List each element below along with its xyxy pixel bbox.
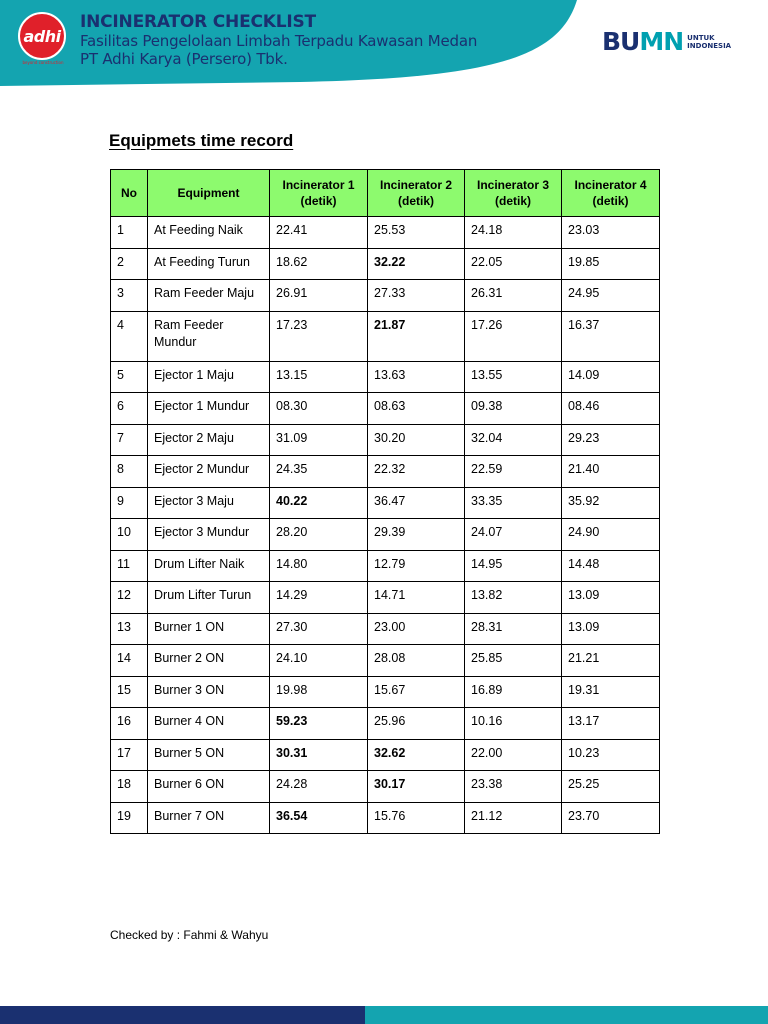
row-number-cell: 11 — [111, 550, 148, 582]
checked-by: Checked by : Fahmi & Wahyu — [110, 928, 269, 942]
time-value-cell: 08.30 — [270, 393, 368, 425]
time-value-cell: 31.09 — [270, 424, 368, 456]
equipment-name-cell: At Feeding Naik — [148, 217, 270, 249]
section-title: Equipmets time record — [109, 131, 294, 150]
time-value-cell: 28.20 — [270, 519, 368, 551]
time-value-cell: 24.95 — [562, 280, 660, 312]
equipment-name-cell: Ejector 1 Mundur — [148, 393, 270, 425]
time-value-cell: 19.85 — [562, 248, 660, 280]
time-value-cell: 28.31 — [465, 613, 562, 645]
table-row — [111, 519, 660, 551]
column-header — [465, 170, 562, 217]
time-value-cell: 25.96 — [368, 708, 465, 740]
time-value-cell: 30.31 — [270, 739, 368, 771]
table-row — [111, 393, 660, 425]
row-number-cell: 18 — [111, 771, 148, 803]
time-value-cell: 29.39 — [368, 519, 465, 551]
time-value-cell: 19.31 — [562, 676, 660, 708]
row-number-cell: 6 — [111, 393, 148, 425]
bumn-tag-line1: UNTUK — [687, 33, 715, 42]
equipment-name-cell: Ejector 1 Maju — [148, 361, 270, 393]
table-row — [111, 217, 660, 249]
time-value-cell: 22.59 — [465, 456, 562, 488]
column-header-text: No — [121, 186, 137, 200]
time-value-cell: 21.21 — [562, 645, 660, 677]
time-value-cell: 15.76 — [368, 802, 465, 834]
table-header-row — [111, 170, 660, 217]
column-header-text: (detik) — [300, 194, 337, 208]
equipment-name-cell: Ram Feeder Mundur — [148, 311, 270, 361]
equipment-name-cell: Burner 3 ON — [148, 676, 270, 708]
time-value-cell: 23.38 — [465, 771, 562, 803]
time-value-cell: 13.55 — [465, 361, 562, 393]
column-header-text: Incinerator 2 — [379, 178, 453, 192]
table-row — [111, 771, 660, 803]
table-row — [111, 708, 660, 740]
table-row — [111, 248, 660, 280]
time-value-cell: 24.28 — [270, 771, 368, 803]
equipment-name-cell: Burner 5 ON — [148, 739, 270, 771]
time-value-cell: 10.23 — [562, 739, 660, 771]
column-header — [111, 170, 148, 217]
row-number-cell: 12 — [111, 582, 148, 614]
table-row — [111, 361, 660, 393]
equipment-name-cell: Ejector 3 Maju — [148, 487, 270, 519]
time-value-cell: 32.22 — [368, 248, 465, 280]
time-value-cell: 24.07 — [465, 519, 562, 551]
row-number-cell: 7 — [111, 424, 148, 456]
time-value-cell: 25.25 — [562, 771, 660, 803]
time-value-cell: 59.23 — [270, 708, 368, 740]
column-header — [270, 170, 368, 217]
time-value-cell: 21.87 — [368, 311, 465, 361]
time-value-cell: 19.98 — [270, 676, 368, 708]
row-number-cell: 17 — [111, 739, 148, 771]
time-value-cell: 36.47 — [368, 487, 465, 519]
time-value-cell: 24.90 — [562, 519, 660, 551]
table-row — [111, 645, 660, 677]
row-number-cell: 9 — [111, 487, 148, 519]
row-number-cell: 4 — [111, 311, 148, 361]
row-number-cell: 10 — [111, 519, 148, 551]
bumn-logo-part1: BU — [602, 27, 640, 56]
equipment-name-cell: At Feeding Turun — [148, 248, 270, 280]
table-row — [111, 550, 660, 582]
footer-navy-bar — [0, 1006, 365, 1024]
time-value-cell: 14.95 — [465, 550, 562, 582]
time-value-cell: 21.12 — [465, 802, 562, 834]
time-value-cell: 22.41 — [270, 217, 368, 249]
row-number-cell: 5 — [111, 361, 148, 393]
time-value-cell: 40.22 — [270, 487, 368, 519]
row-number-cell: 14 — [111, 645, 148, 677]
time-value-cell: 27.33 — [368, 280, 465, 312]
bumn-tag-line2: INDONESIA — [687, 41, 732, 50]
bumn-logo-word — [602, 27, 683, 56]
column-header-text: (detik) — [592, 194, 629, 208]
time-value-cell: 14.80 — [270, 550, 368, 582]
time-value-cell: 28.08 — [368, 645, 465, 677]
time-value-cell: 22.32 — [368, 456, 465, 488]
time-value-cell: 12.79 — [368, 550, 465, 582]
table-row — [111, 739, 660, 771]
adhi-logo-text: adhi — [23, 26, 61, 46]
row-number-cell: 1 — [111, 217, 148, 249]
time-value-cell: 30.20 — [368, 424, 465, 456]
equipment-name-cell: Burner 1 ON — [148, 613, 270, 645]
time-value-cell: 25.85 — [465, 645, 562, 677]
column-header-text: Incinerator 4 — [574, 178, 647, 192]
equipment-name-cell: Ram Feeder Maju — [148, 280, 270, 312]
table-row — [111, 424, 660, 456]
column-header — [148, 170, 270, 217]
time-value-cell: 27.30 — [270, 613, 368, 645]
row-number-cell: 2 — [111, 248, 148, 280]
table-row — [111, 582, 660, 614]
row-number-cell: 3 — [111, 280, 148, 312]
time-value-cell: 22.05 — [465, 248, 562, 280]
table-row — [111, 280, 660, 312]
time-value-cell: 09.38 — [465, 393, 562, 425]
facility-name: Fasilitas Pengelolaan Limbah Terpadu Kawasan Medan — [80, 32, 478, 50]
time-value-cell: 23.70 — [562, 802, 660, 834]
bumn-logo-tag — [687, 34, 731, 50]
row-number-cell: 8 — [111, 456, 148, 488]
table-row — [111, 311, 660, 361]
equipment-time-table — [110, 169, 660, 834]
time-value-cell: 10.16 — [465, 708, 562, 740]
equipment-name-cell: Burner 4 ON — [148, 708, 270, 740]
row-number-cell: 19 — [111, 802, 148, 834]
time-value-cell: 14.09 — [562, 361, 660, 393]
time-value-cell: 08.63 — [368, 393, 465, 425]
adhi-logo-tagline: beyond construction — [22, 60, 64, 65]
time-value-cell: 29.23 — [562, 424, 660, 456]
time-value-cell: 15.67 — [368, 676, 465, 708]
equipment-name-cell: Ejector 2 Maju — [148, 424, 270, 456]
time-value-cell: 14.71 — [368, 582, 465, 614]
table-row — [111, 802, 660, 834]
time-value-cell: 14.29 — [270, 582, 368, 614]
time-value-cell: 36.54 — [270, 802, 368, 834]
table-row — [111, 487, 660, 519]
time-value-cell: 13.82 — [465, 582, 562, 614]
time-value-cell: 16.37 — [562, 311, 660, 361]
equipment-name-cell: Ejector 3 Mundur — [148, 519, 270, 551]
row-number-cell: 15 — [111, 676, 148, 708]
time-value-cell: 23.00 — [368, 613, 465, 645]
company-name: PT Adhi Karya (Persero) Tbk. — [80, 50, 288, 68]
table-row — [111, 456, 660, 488]
time-value-cell: 24.10 — [270, 645, 368, 677]
time-value-cell: 13.17 — [562, 708, 660, 740]
time-value-cell: 13.09 — [562, 613, 660, 645]
column-header-text: Incinerator 1 — [282, 178, 355, 192]
time-value-cell: 24.18 — [465, 217, 562, 249]
table-row — [111, 676, 660, 708]
adhi-logo — [18, 12, 66, 60]
time-value-cell: 13.15 — [270, 361, 368, 393]
column-header — [562, 170, 660, 217]
time-value-cell: 17.23 — [270, 311, 368, 361]
document-title: INCINERATOR CHECKLIST — [80, 12, 316, 32]
footer-teal-bar — [365, 1006, 768, 1024]
time-value-cell: 14.48 — [562, 550, 660, 582]
row-number-cell: 16 — [111, 708, 148, 740]
time-value-cell: 33.35 — [465, 487, 562, 519]
column-header-text: (detik) — [495, 194, 531, 208]
time-value-cell: 24.35 — [270, 456, 368, 488]
table-row — [111, 613, 660, 645]
bumn-logo — [602, 27, 731, 56]
time-value-cell: 22.00 — [465, 739, 562, 771]
time-value-cell: 25.53 — [368, 217, 465, 249]
equipment-name-cell: Burner 7 ON — [148, 802, 270, 834]
time-value-cell: 32.04 — [465, 424, 562, 456]
column-header — [368, 170, 465, 217]
time-value-cell: 26.31 — [465, 280, 562, 312]
equipment-name-cell: Drum Lifter Naik — [148, 550, 270, 582]
time-value-cell: 13.63 — [368, 361, 465, 393]
equipment-name-cell: Burner 2 ON — [148, 645, 270, 677]
time-value-cell: 16.89 — [465, 676, 562, 708]
time-value-cell: 35.92 — [562, 487, 660, 519]
time-value-cell: 26.91 — [270, 280, 368, 312]
row-number-cell: 13 — [111, 613, 148, 645]
time-value-cell: 08.46 — [562, 393, 660, 425]
column-header-text: (detik) — [398, 194, 434, 208]
equipment-name-cell: Drum Lifter Turun — [148, 582, 270, 614]
time-value-cell: 23.03 — [562, 217, 660, 249]
equipment-name-cell: Ejector 2 Mundur — [148, 456, 270, 488]
time-value-cell: 18.62 — [270, 248, 368, 280]
time-value-cell: 13.09 — [562, 582, 660, 614]
time-value-cell: 30.17 — [368, 771, 465, 803]
equipment-name-cell: Burner 6 ON — [148, 771, 270, 803]
bumn-logo-part2: MN — [639, 27, 684, 56]
column-header-text: Incinerator 3 — [476, 178, 550, 192]
time-value-cell: 17.26 — [465, 311, 562, 361]
column-header-text: Equipment — [177, 186, 240, 200]
time-value-cell: 21.40 — [562, 456, 660, 488]
time-value-cell: 32.62 — [368, 739, 465, 771]
